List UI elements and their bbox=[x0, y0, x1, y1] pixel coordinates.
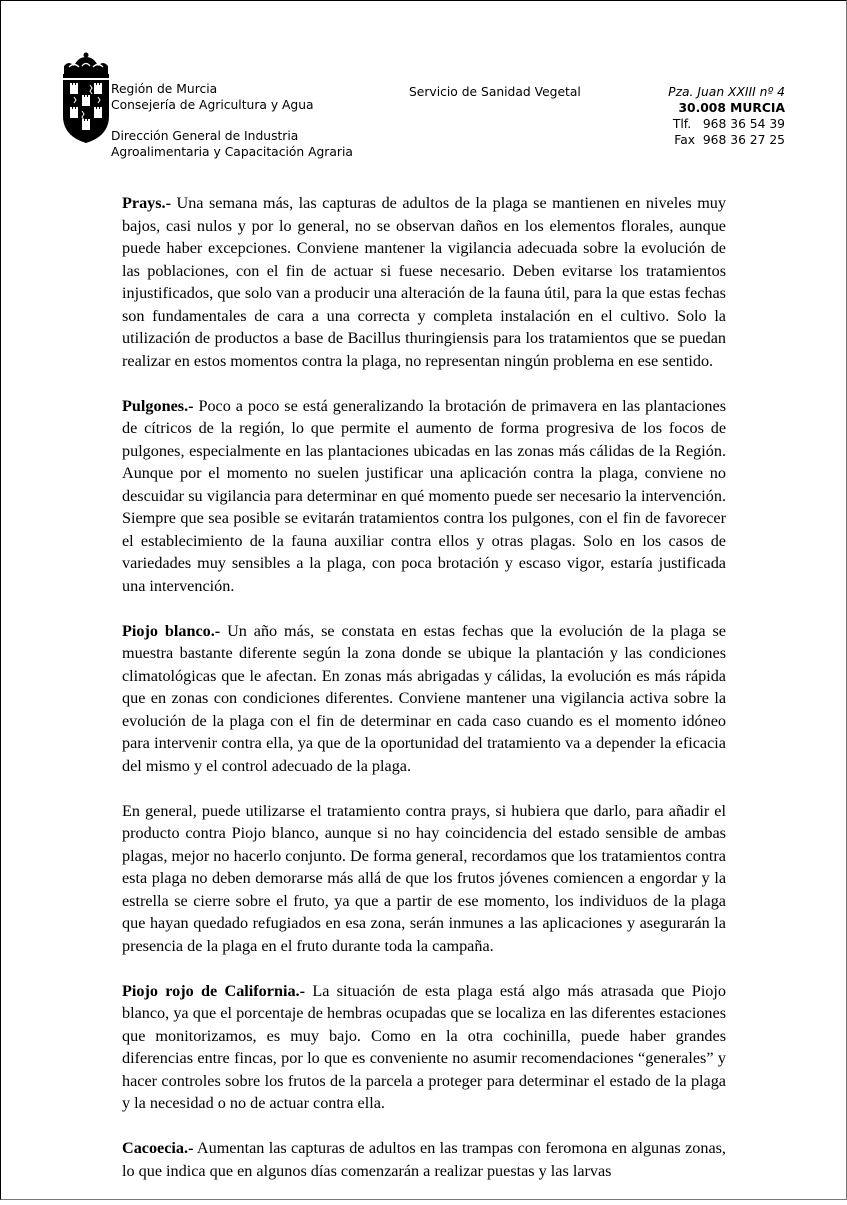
section-piojo-blanco bbox=[122, 620, 726, 778]
section-text: Poco a poco se está generalizando la brotación de primavera en las plantaciones de cítricos de la región, lo que permite el aumento de forma progresiva de los focos de pulgones, especialmente en las plantaciones ubicadas en las zonas más cálidas de la Región. Aunque por el momento no suelen justificar una aplicación contra la plaga, conviene no descuidar su vigilancia para determinar en qué momento puede ser necesario la intervención. Siempre que sea posible se evitarán tratamientos contra los pulgones, con el fin de favorecer el establecimiento de la fauna auxiliar contra ellos y otras plagas. Solo en los casos de variedades muy sensibles a la plaga, con poca brotación y escaso vigor, estaría justificada una intervención. bbox=[122, 396, 726, 595]
section-text: En general, puede utilizarse el tratamiento contra prays, si hubiera que darlo, para añadir el producto contra Piojo blanco, aunque si no hay coincidencia del estado sensible de ambas plagas, mejor no hacerlo conjunto. De forma general, recordamos que los tratamientos contra esta plaga no deben demorarse más allá de que los frutos jóvenes comiencen a engordar y la estrella se cierre sobre el fruto, ya que a partir de ese momento, los individuos de la plaga que hayan quedado refugiados en esa zona, serán inmunes a las aplicaciones y asegurarán la presencia de la plaga en el fruto durante toda la campaña. bbox=[122, 801, 726, 955]
section-general-treatment bbox=[122, 800, 726, 958]
section-text: Una semana más, las capturas de adultos de la plaga se mantienen en niveles muy bajos, casi nulos y por lo general, no se observan daños en los elementos florales, aunque puede haber excepciones. Conviene mantener la vigilancia adecuada sobre la evolución de las poblaciones, con el fin de actuar si fuese necesario. Deben evitarse los tratamientos injustificados, que solo van a producir una alteración de la fauna útil, para la que estas fechas son fundamentales de cara a una correcta y completa instalación en el cultivo. Solo la utilización de productos a base de Bacillus thuringiensis para los tratamientos que se puedan realizar en estos momentos contra la plaga, no representan ningún problema en ese sentido. bbox=[122, 194, 726, 370]
section-piojo-rojo bbox=[122, 980, 726, 1115]
org-consejeria: Consejería de Agricultura y Agua bbox=[111, 98, 314, 112]
phone-label: Tlf. bbox=[672, 117, 692, 131]
section-title: Piojo rojo de California.- bbox=[122, 981, 305, 1000]
section-title: Pulgones.- bbox=[122, 396, 194, 415]
organization-name bbox=[111, 81, 314, 113]
address-city: 30.008 MURCIA bbox=[678, 101, 785, 115]
section-prays bbox=[122, 192, 726, 372]
org-region: Región de Murcia bbox=[111, 82, 218, 96]
section-cacoecia bbox=[122, 1137, 726, 1182]
section-text: Aumentan las capturas de adultos en las trampas con feromona en algunas zonas, lo que indica que en algunos días comenzarán a realizar puestas y las larvas bbox=[122, 1139, 726, 1180]
fax-number: 968 36 27 25 bbox=[702, 133, 785, 147]
dir-line-2: Agroalimentaria y Capacitación Agraria bbox=[111, 145, 353, 159]
fax-label: Fax bbox=[674, 133, 696, 147]
service-name: Servicio de Sanidad Vegetal bbox=[409, 85, 581, 99]
section-text: La situación de esta plaga está algo más atrasada que Piojo blanco, ya que el porcentaje de hembras ocupadas que se localiza en las diferentes estaciones que monitorizamos, es muy bajo. Como en la otra cochinilla, puede haber grandes diferencias entre fincas, por lo que es conveniente no asumir recomendaciones “generales” y hacer controles sobre los frutos de la parcela a proteger para determinar el estado de la plaga y la necesidad o no de actuar contra ella. bbox=[122, 981, 726, 1112]
section-title: Piojo blanco.- bbox=[122, 621, 221, 640]
address-block bbox=[668, 84, 785, 148]
section-title: Cacoecia.- bbox=[122, 1139, 194, 1157]
section-text: Un año más, se constata en estas fechas que la evolución de la plaga se muestra bastante diferente según la zona donde se ubique la plantación y las condiciones climatológicas que le afectan. En zonas más abrigadas y cálidas, la evolución es más rápida que en zonas con condiciones diferentes. Conviene mantener una vigilancia activa sobre la evolución de la plaga con el fin de determinar en cada caso cuando es el momento idóneo para intervenir contra ella, ya que de la oportunidad del tratamiento va a depender la eficacia del mismo y el control adecuado de la plaga. bbox=[122, 621, 726, 775]
section-title: Prays.- bbox=[122, 194, 171, 212]
section-pulgones bbox=[122, 395, 726, 598]
phone-line bbox=[668, 116, 785, 132]
bulletin-body bbox=[122, 192, 726, 1205]
address-street: Pza. Juan XXIII nº 4 bbox=[668, 85, 785, 99]
region-murcia-crest-icon bbox=[60, 52, 112, 144]
phone-number: 968 36 54 39 bbox=[702, 117, 785, 131]
dir-line-1: Dirección General de Industria bbox=[111, 129, 299, 143]
directorate-name bbox=[111, 128, 353, 160]
fax-line bbox=[668, 132, 785, 148]
